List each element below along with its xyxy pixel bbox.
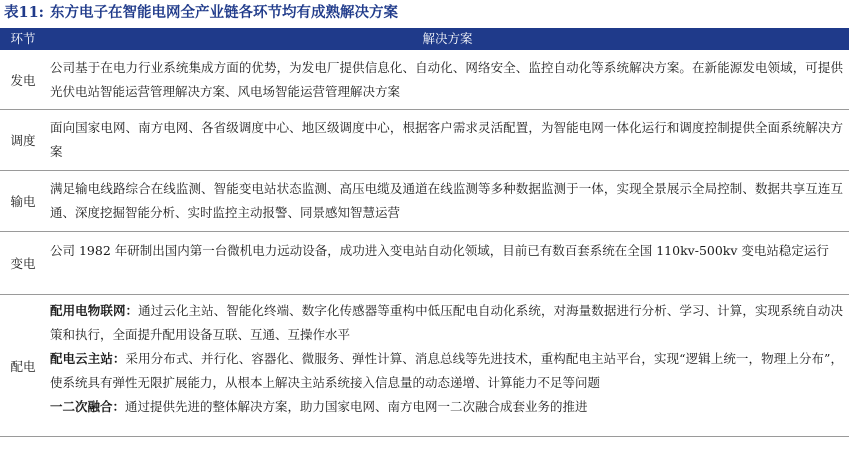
distribution-item	[50, 299, 843, 347]
table-title	[4, 2, 398, 24]
item-text: 采用分布式、并行化、容器化、微服务、弹性计算、消息总线等先进技术，重构配电主站平台，实现“逻辑上统一，物理上分布”，使系统具有弹性无限扩展能力，从根本上解决主站系统接入信息量的动态递增、计算能力不足等问题	[50, 351, 843, 390]
item-title: 配用电物联网：	[50, 303, 139, 318]
table-number: 表11:	[4, 4, 45, 21]
item-text: 通过提供先进的整体解决方案，助力国家电网、南方电网一二次融合成套业务的推进	[125, 399, 588, 414]
table-header	[0, 28, 849, 50]
row-label: 变电	[10, 256, 36, 271]
table-row	[0, 110, 849, 171]
row-text	[50, 116, 843, 164]
row-label: 调度	[10, 133, 36, 148]
header-segment: 环节	[10, 31, 36, 46]
header-solution: 解决方案	[422, 31, 473, 46]
row-paragraph: 公司基于在电力行业系统集成方面的优势，为发电厂提供信息化、自动化、网络安全、监控自动化等系统解决方案。在新能源发电领域，可提供光伏电站智能运营管理解决方案、风电场智能运营管理解决方案	[50, 60, 843, 99]
item-text: 通过云化主站、智能化终端、数字化传感器等重构中低压配电自动化系统，对海量数据进行分析、学习、计算，实现系统自动决策和执行，全面提升配用设备互联、互通、互操作水平	[50, 303, 843, 342]
row-label: 输电	[10, 194, 36, 209]
row-text	[50, 299, 843, 419]
row-text	[50, 56, 843, 104]
distribution-item	[50, 395, 843, 419]
row-paragraph: 公司 1982 年研制出国内第一台微机电力远动设备，成功进入变电站自动化领域，目前已有数百套系统在全国 110kv-500kv 变电站稳定运行	[50, 243, 829, 258]
row-text	[50, 177, 843, 225]
row-paragraph: 满足输电线路综合在线监测、智能变电站状态监测、高压电缆及通道在线监测等多种数据监测于一体，实现全景展示全局控制、数据共享互连互通、深度挖掘智能分析、实时监控主动报警、同景感知智慧运营	[50, 181, 843, 220]
table-row	[0, 171, 849, 232]
distribution-item	[50, 347, 843, 395]
row-label: 配电	[10, 358, 36, 374]
item-title: 一二次融合：	[50, 399, 126, 414]
table-row	[0, 232, 849, 295]
row-paragraph: 面向国家电网、南方电网、各省级调度中心、地区级调度中心，根据客户需求灵活配置，为智能电网一体化运行和调度控制提供全面系统解决方案	[50, 120, 843, 159]
table-row	[0, 51, 849, 110]
row-label: 发电	[10, 73, 36, 88]
item-title: 配电云主站：	[50, 351, 126, 366]
row-text	[50, 239, 843, 263]
table-row	[0, 295, 849, 437]
table-caption: 东方电子在智能电网全产业链各环节均有成熟解决方案	[50, 4, 399, 21]
